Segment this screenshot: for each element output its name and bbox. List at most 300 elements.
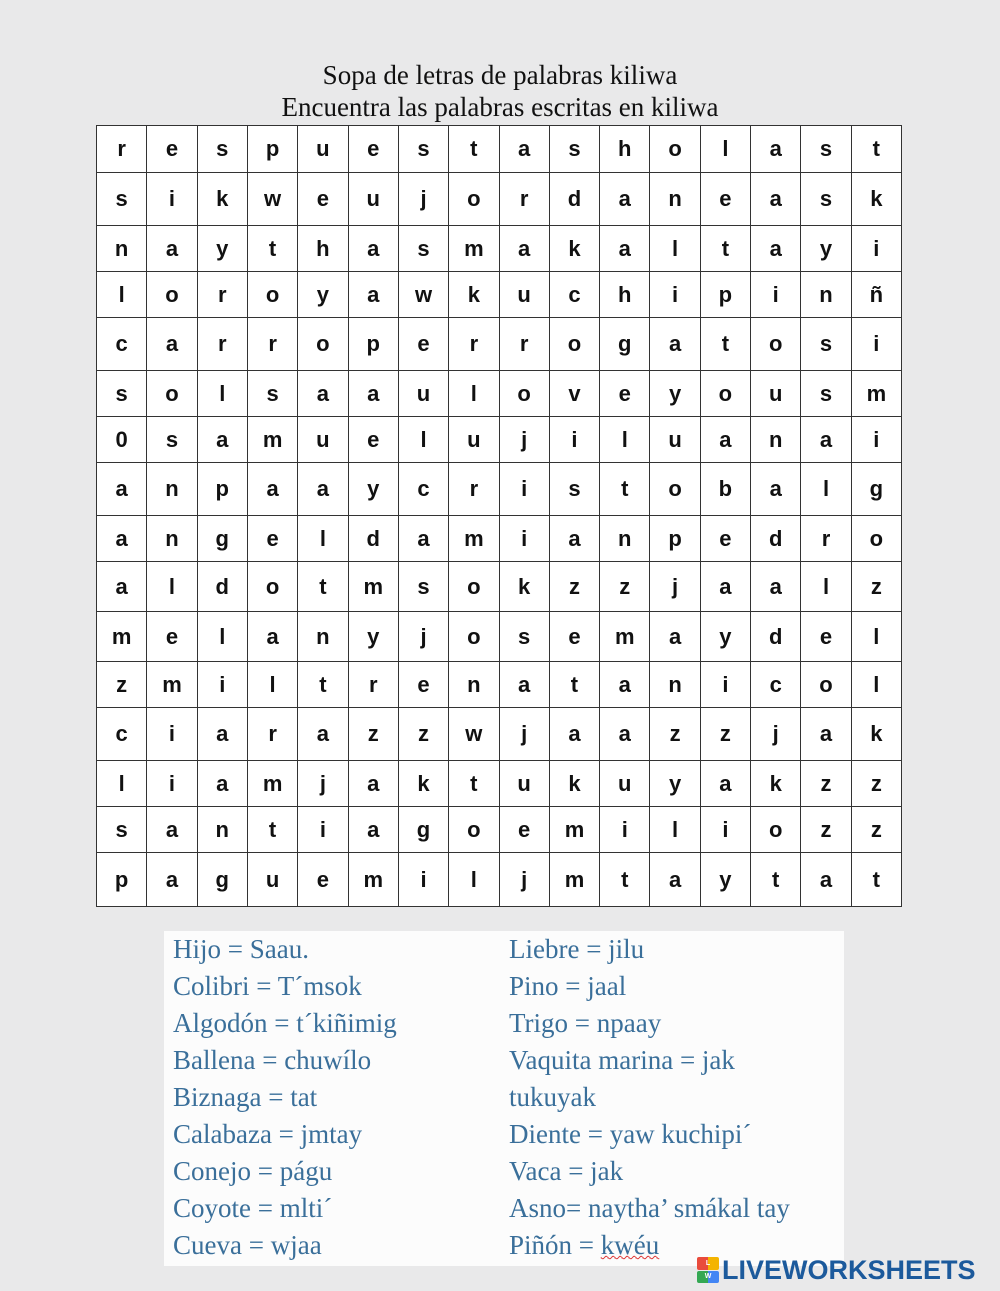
grid-cell[interactable]: r <box>247 708 297 761</box>
grid-cell[interactable]: l <box>197 371 247 417</box>
grid-cell[interactable]: a <box>348 226 398 272</box>
grid-cell[interactable]: o <box>449 562 499 612</box>
grid-cell[interactable]: l <box>147 562 197 612</box>
grid-cell[interactable]: s <box>499 612 549 662</box>
grid-cell[interactable]: j <box>398 612 448 662</box>
grid-cell[interactable]: t <box>851 126 901 173</box>
grid-cell[interactable]: a <box>751 173 801 226</box>
grid-cell[interactable]: t <box>247 226 297 272</box>
grid-cell[interactable]: m <box>851 371 901 417</box>
grid-cell[interactable]: k <box>549 226 599 272</box>
grid-cell[interactable]: l <box>801 463 851 516</box>
grid-cell[interactable]: c <box>97 318 147 371</box>
grid-cell[interactable]: n <box>298 612 348 662</box>
grid-cell[interactable]: a <box>801 853 851 907</box>
grid-cell[interactable]: r <box>499 173 549 226</box>
grid-cell[interactable]: n <box>197 807 247 853</box>
grid-cell[interactable]: m <box>549 853 599 907</box>
grid-cell[interactable]: e <box>348 417 398 463</box>
grid-cell[interactable]: s <box>398 126 448 173</box>
grid-cell[interactable]: g <box>398 807 448 853</box>
word-list-left <box>173 931 397 1264</box>
grid-cell[interactable]: a <box>549 708 599 761</box>
grid-cell[interactable]: p <box>348 318 398 371</box>
grid-cell[interactable]: i <box>147 761 197 807</box>
grid-row <box>97 272 902 318</box>
grid-cell[interactable]: r <box>348 662 398 708</box>
grid-cell[interactable]: s <box>801 318 851 371</box>
word-entry-left: Calabaza = jmtay <box>173 1119 363 1149</box>
word-entry-misspelled-value: kwéu <box>600 1230 660 1260</box>
grid-cell[interactable]: z <box>851 807 901 853</box>
word-entry-text: tukuyak <box>509 1082 596 1112</box>
grid-cell[interactable]: n <box>97 226 147 272</box>
grid-cell[interactable]: r <box>499 318 549 371</box>
grid-cell[interactable]: r <box>449 463 499 516</box>
grid-cell[interactable]: a <box>650 612 700 662</box>
grid-cell[interactable]: j <box>398 173 448 226</box>
grid-cell[interactable]: a <box>650 853 700 907</box>
grid-cell[interactable]: o <box>247 562 297 612</box>
grid-cell[interactable]: a <box>751 463 801 516</box>
grid-cell[interactable]: s <box>801 173 851 226</box>
grid-cell[interactable]: r <box>197 272 247 318</box>
grid-cell[interactable]: i <box>398 853 448 907</box>
grid-cell[interactable]: a <box>147 807 197 853</box>
word-entry-right <box>509 1116 790 1153</box>
grid-cell[interactable]: d <box>549 173 599 226</box>
grid-cell[interactable]: s <box>147 417 197 463</box>
grid-cell[interactable]: t <box>549 662 599 708</box>
grid-cell[interactable]: n <box>449 662 499 708</box>
grid-cell[interactable]: d <box>197 562 247 612</box>
grid-cell[interactable]: i <box>700 807 750 853</box>
grid-cell[interactable]: y <box>348 463 398 516</box>
grid-cell[interactable]: l <box>298 516 348 562</box>
grid-cell[interactable]: a <box>147 226 197 272</box>
grid-cell[interactable]: a <box>247 612 297 662</box>
grid-cell[interactable]: s <box>801 371 851 417</box>
grid-cell[interactable]: t <box>751 853 801 907</box>
grid-cell[interactable]: a <box>801 417 851 463</box>
grid-cell[interactable]: e <box>298 853 348 907</box>
word-entry-left: Coyote = mlti´ <box>173 1193 333 1223</box>
grid-cell[interactable]: m <box>449 516 499 562</box>
grid-cell[interactable]: t <box>298 562 348 612</box>
grid-cell[interactable]: n <box>650 662 700 708</box>
grid-cell[interactable]: m <box>600 612 650 662</box>
grid-cell[interactable]: o <box>449 612 499 662</box>
grid-cell[interactable]: y <box>348 612 398 662</box>
grid-cell[interactable]: i <box>700 662 750 708</box>
grid-cell[interactable]: a <box>700 417 750 463</box>
grid-cell[interactable]: o <box>700 371 750 417</box>
grid-cell[interactable]: l <box>700 126 750 173</box>
grid-cell[interactable]: r <box>197 318 247 371</box>
grid-cell[interactable]: c <box>549 272 599 318</box>
grid-cell[interactable]: o <box>247 272 297 318</box>
grid-cell[interactable]: u <box>751 371 801 417</box>
grid-row <box>97 173 902 226</box>
grid-cell[interactable]: e <box>398 662 448 708</box>
word-entry-right <box>509 1005 790 1042</box>
grid-cell[interactable]: c <box>751 662 801 708</box>
grid-cell[interactable]: m <box>247 417 297 463</box>
grid-cell[interactable]: i <box>499 463 549 516</box>
grid-cell[interactable]: t <box>449 761 499 807</box>
word-entry-right <box>509 1153 790 1190</box>
grid-cell[interactable]: w <box>247 173 297 226</box>
grid-cell[interactable]: i <box>197 662 247 708</box>
grid-cell[interactable]: w <box>449 708 499 761</box>
grid-cell[interactable]: l <box>197 612 247 662</box>
grid-cell[interactable]: o <box>650 126 700 173</box>
grid-cell[interactable]: a <box>348 272 398 318</box>
grid-cell[interactable]: l <box>247 662 297 708</box>
grid-cell[interactable]: i <box>600 807 650 853</box>
grid-cell[interactable]: u <box>247 853 297 907</box>
grid-cell[interactable]: y <box>700 612 750 662</box>
grid-cell[interactable]: t <box>298 662 348 708</box>
grid-cell[interactable]: d <box>348 516 398 562</box>
grid-cell[interactable]: t <box>700 226 750 272</box>
grid-cell[interactable]: t <box>600 853 650 907</box>
grid-cell[interactable]: k <box>549 761 599 807</box>
grid-cell[interactable]: u <box>348 173 398 226</box>
grid-row <box>97 126 902 173</box>
grid-cell[interactable]: a <box>147 318 197 371</box>
grid-cell[interactable]: p <box>247 126 297 173</box>
grid-cell[interactable]: o <box>499 371 549 417</box>
grid-cell[interactable]: a <box>298 708 348 761</box>
grid-cell[interactable]: t <box>851 853 901 907</box>
word-entry-text: Diente = yaw kuchipi´ <box>509 1119 752 1149</box>
grid-cell[interactable]: m <box>97 612 147 662</box>
grid-cell[interactable]: p <box>97 853 147 907</box>
grid-cell[interactable]: i <box>650 272 700 318</box>
grid-cell[interactable]: s <box>97 807 147 853</box>
grid-cell[interactable]: l <box>851 612 901 662</box>
grid-cell[interactable]: g <box>197 516 247 562</box>
grid-cell[interactable]: t <box>247 807 297 853</box>
grid-cell[interactable]: e <box>801 612 851 662</box>
grid-cell[interactable]: e <box>298 173 348 226</box>
grid-cell[interactable]: e <box>348 126 398 173</box>
grid-cell[interactable]: r <box>801 516 851 562</box>
word-entry-right <box>509 968 790 1005</box>
grid-cell[interactable]: a <box>499 226 549 272</box>
grid-cell[interactable]: s <box>97 371 147 417</box>
grid-cell[interactable]: e <box>499 807 549 853</box>
grid-cell[interactable]: g <box>600 318 650 371</box>
grid-cell[interactable]: z <box>650 708 700 761</box>
grid-cell[interactable]: i <box>549 417 599 463</box>
grid-cell[interactable]: m <box>348 562 398 612</box>
grid-cell[interactable]: a <box>751 226 801 272</box>
word-entry-text: Asno= naytha’ smákal tay <box>509 1193 790 1223</box>
grid-cell[interactable]: d <box>751 612 801 662</box>
grid-cell[interactable]: p <box>650 516 700 562</box>
grid-cell[interactable]: m <box>247 761 297 807</box>
grid-cell[interactable]: o <box>549 318 599 371</box>
grid-cell[interactable]: y <box>298 272 348 318</box>
grid-cell[interactable]: z <box>600 562 650 612</box>
grid-cell[interactable]: z <box>851 562 901 612</box>
grid-cell[interactable]: i <box>147 173 197 226</box>
word-search-grid <box>96 125 902 907</box>
grid-cell[interactable]: o <box>449 807 499 853</box>
grid-cell[interactable]: i <box>499 516 549 562</box>
grid-cell[interactable]: p <box>700 272 750 318</box>
grid-cell[interactable]: o <box>751 807 801 853</box>
grid-cell[interactable]: k <box>449 272 499 318</box>
grid-cell[interactable]: y <box>650 371 700 417</box>
word-entry-text: Vaca = jak <box>509 1156 624 1186</box>
grid-cell[interactable]: e <box>700 173 750 226</box>
grid-cell[interactable]: a <box>298 371 348 417</box>
grid-cell[interactable]: z <box>801 761 851 807</box>
grid-cell[interactable]: l <box>801 562 851 612</box>
grid-cell[interactable]: a <box>549 516 599 562</box>
grid-row <box>97 318 902 371</box>
grid-cell[interactable]: v <box>549 371 599 417</box>
grid-cell[interactable]: a <box>700 562 750 612</box>
word-entry-left: Algodón = t´kiñimig <box>173 1008 397 1038</box>
grid-cell[interactable]: u <box>298 417 348 463</box>
grid-cell[interactable]: i <box>147 708 197 761</box>
grid-cell[interactable]: o <box>449 173 499 226</box>
grid-cell[interactable]: s <box>197 126 247 173</box>
grid-cell[interactable]: k <box>398 761 448 807</box>
grid-cell[interactable]: l <box>97 272 147 318</box>
grid-cell[interactable]: a <box>97 516 147 562</box>
grid-cell[interactable]: u <box>600 761 650 807</box>
grid-cell[interactable]: s <box>549 126 599 173</box>
grid-cell[interactable]: j <box>650 562 700 612</box>
grid-cell[interactable]: a <box>97 463 147 516</box>
word-entry-right <box>509 931 790 968</box>
grid-cell[interactable]: o <box>147 272 197 318</box>
grid-cell[interactable]: o <box>147 371 197 417</box>
word-list-right <box>509 931 790 1264</box>
grid-cell[interactable]: n <box>801 272 851 318</box>
grid-cell[interactable]: l <box>600 417 650 463</box>
grid-cell[interactable]: k <box>751 761 801 807</box>
grid-cell[interactable]: a <box>147 853 197 907</box>
grid-cell[interactable]: a <box>751 126 801 173</box>
grid-cell[interactable]: 0 <box>97 417 147 463</box>
grid-cell[interactable]: j <box>499 708 549 761</box>
grid-cell[interactable]: c <box>398 463 448 516</box>
grid-cell[interactable]: b <box>700 463 750 516</box>
logo-text: LIVEWORKSHEETS <box>722 1254 976 1285</box>
grid-cell[interactable]: a <box>398 516 448 562</box>
grid-cell[interactable]: d <box>751 516 801 562</box>
grid-row <box>97 807 902 853</box>
grid-row <box>97 853 902 907</box>
grid-cell[interactable]: z <box>97 662 147 708</box>
grid-cell[interactable]: e <box>600 371 650 417</box>
word-entry-text: Trigo = npaay <box>509 1008 662 1038</box>
grid-cell[interactable]: c <box>97 708 147 761</box>
grid-cell[interactable]: i <box>851 417 901 463</box>
word-entry-text: Pino = jaal <box>509 971 627 1001</box>
grid-cell[interactable]: a <box>600 173 650 226</box>
grid-cell[interactable]: m <box>549 807 599 853</box>
word-entry-right <box>509 1042 790 1079</box>
grid-cell[interactable]: u <box>398 371 448 417</box>
grid-cell[interactable]: j <box>499 853 549 907</box>
grid-cell[interactable]: w <box>398 272 448 318</box>
worksheet-title: Sopa de letras de palabras kiliwa <box>322 60 678 90</box>
grid-cell[interactable]: k <box>197 173 247 226</box>
grid-cell[interactable]: n <box>600 516 650 562</box>
word-entry-text: Vaquita marina = jak <box>509 1045 735 1075</box>
grid-cell[interactable]: a <box>197 708 247 761</box>
grid-cell[interactable]: l <box>449 853 499 907</box>
grid-row <box>97 463 902 516</box>
grid-cell[interactable]: l <box>449 371 499 417</box>
grid-cell[interactable]: n <box>751 417 801 463</box>
grid-cell[interactable]: e <box>247 516 297 562</box>
grid-cell[interactable]: t <box>449 126 499 173</box>
grid-cell[interactable]: a <box>600 708 650 761</box>
grid-row <box>97 417 902 463</box>
grid-cell[interactable]: p <box>197 463 247 516</box>
grid-row <box>97 226 902 272</box>
grid-cell[interactable]: o <box>801 662 851 708</box>
word-list-box <box>164 931 844 1266</box>
grid-cell[interactable]: o <box>851 516 901 562</box>
grid-cell[interactable]: y <box>197 226 247 272</box>
grid-cell[interactable]: y <box>650 761 700 807</box>
grid-cell[interactable]: e <box>147 612 197 662</box>
grid-cell[interactable]: y <box>700 853 750 907</box>
grid-cell[interactable]: u <box>650 417 700 463</box>
grid-cell[interactable]: a <box>348 761 398 807</box>
grid-cell[interactable]: a <box>499 662 549 708</box>
grid-cell[interactable]: m <box>449 226 499 272</box>
word-entry-left: Cueva = wjaa <box>173 1230 322 1260</box>
grid-cell[interactable]: j <box>499 417 549 463</box>
grid-cell[interactable]: h <box>600 126 650 173</box>
grid-row <box>97 662 902 708</box>
grid-cell[interactable]: r <box>97 126 147 173</box>
grid-cell[interactable]: l <box>398 417 448 463</box>
grid-cell[interactable]: s <box>398 226 448 272</box>
grid-cell[interactable]: l <box>97 761 147 807</box>
grid-cell[interactable]: a <box>751 562 801 612</box>
grid-cell[interactable]: y <box>801 226 851 272</box>
grid-cell[interactable]: l <box>650 807 700 853</box>
grid-cell[interactable]: l <box>851 662 901 708</box>
grid-cell[interactable]: j <box>298 761 348 807</box>
grid-cell[interactable]: o <box>751 318 801 371</box>
grid-cell[interactable]: n <box>147 463 197 516</box>
grid-cell[interactable]: m <box>147 662 197 708</box>
grid-cell[interactable]: i <box>851 226 901 272</box>
grid-cell[interactable]: k <box>851 173 901 226</box>
grid-cell[interactable]: a <box>97 562 147 612</box>
grid-cell[interactable]: t <box>600 463 650 516</box>
grid-cell[interactable]: a <box>197 761 247 807</box>
grid-cell[interactable]: o <box>650 463 700 516</box>
grid-cell[interactable]: a <box>801 708 851 761</box>
grid-cell[interactable]: j <box>751 708 801 761</box>
grid-cell[interactable]: z <box>801 807 851 853</box>
grid-cell[interactable]: a <box>197 417 247 463</box>
grid-cell[interactable]: u <box>499 761 549 807</box>
grid-cell[interactable]: z <box>700 708 750 761</box>
grid-cell[interactable]: e <box>398 318 448 371</box>
grid-cell[interactable]: u <box>298 126 348 173</box>
grid-cell[interactable]: i <box>851 318 901 371</box>
grid-cell[interactable]: z <box>549 562 599 612</box>
grid-cell[interactable]: s <box>247 371 297 417</box>
grid-row <box>97 761 902 807</box>
grid-row <box>97 708 902 761</box>
grid-cell[interactable]: e <box>700 516 750 562</box>
grid-cell[interactable]: a <box>650 318 700 371</box>
grid-row <box>97 371 902 417</box>
grid-cell[interactable]: i <box>298 807 348 853</box>
grid-cell[interactable]: a <box>247 463 297 516</box>
grid-cell[interactable]: e <box>147 126 197 173</box>
grid-cell[interactable]: k <box>499 562 549 612</box>
grid-cell[interactable]: z <box>398 708 448 761</box>
grid-cell[interactable]: a <box>600 226 650 272</box>
grid-cell[interactable]: t <box>700 318 750 371</box>
grid-cell[interactable]: s <box>801 126 851 173</box>
worksheet-subtitle: Encuentra las palabras escritas en kiliwa <box>281 92 719 122</box>
grid-cell[interactable]: z <box>851 761 901 807</box>
grid-cell[interactable]: r <box>449 318 499 371</box>
grid-cell[interactable]: o <box>298 318 348 371</box>
grid-cell[interactable]: h <box>600 272 650 318</box>
word-entry-text: Piñón = <box>509 1230 601 1260</box>
grid-cell[interactable]: s <box>398 562 448 612</box>
grid-cell[interactable]: z <box>348 708 398 761</box>
grid-cell[interactable]: u <box>499 272 549 318</box>
grid-cell[interactable]: s <box>97 173 147 226</box>
grid-cell[interactable]: a <box>499 126 549 173</box>
grid-cell[interactable]: n <box>650 173 700 226</box>
grid-cell[interactable]: i <box>751 272 801 318</box>
grid-cell[interactable]: e <box>549 612 599 662</box>
grid-cell[interactable]: n <box>147 516 197 562</box>
grid-cell[interactable]: s <box>549 463 599 516</box>
grid-cell[interactable]: u <box>449 417 499 463</box>
grid-cell[interactable]: a <box>348 807 398 853</box>
grid-cell[interactable]: h <box>298 226 348 272</box>
grid-cell[interactable]: m <box>348 853 398 907</box>
grid-cell[interactable]: a <box>700 761 750 807</box>
liveworksheets-logo-icon <box>697 1257 719 1283</box>
grid-cell[interactable]: g <box>197 853 247 907</box>
grid-cell[interactable]: a <box>348 371 398 417</box>
grid-cell[interactable]: l <box>650 226 700 272</box>
word-entry-left: Hijo = Saau. <box>173 934 309 964</box>
grid-row <box>97 612 902 662</box>
grid-cell[interactable]: k <box>851 708 901 761</box>
grid-cell[interactable]: g <box>851 463 901 516</box>
grid-cell[interactable]: ñ <box>851 272 901 318</box>
grid-cell[interactable]: r <box>247 318 297 371</box>
grid-cell[interactable]: a <box>298 463 348 516</box>
word-entry-left: Colibri = T´msok <box>173 971 362 1001</box>
grid-cell[interactable]: a <box>600 662 650 708</box>
word-entry-right <box>509 1190 790 1227</box>
